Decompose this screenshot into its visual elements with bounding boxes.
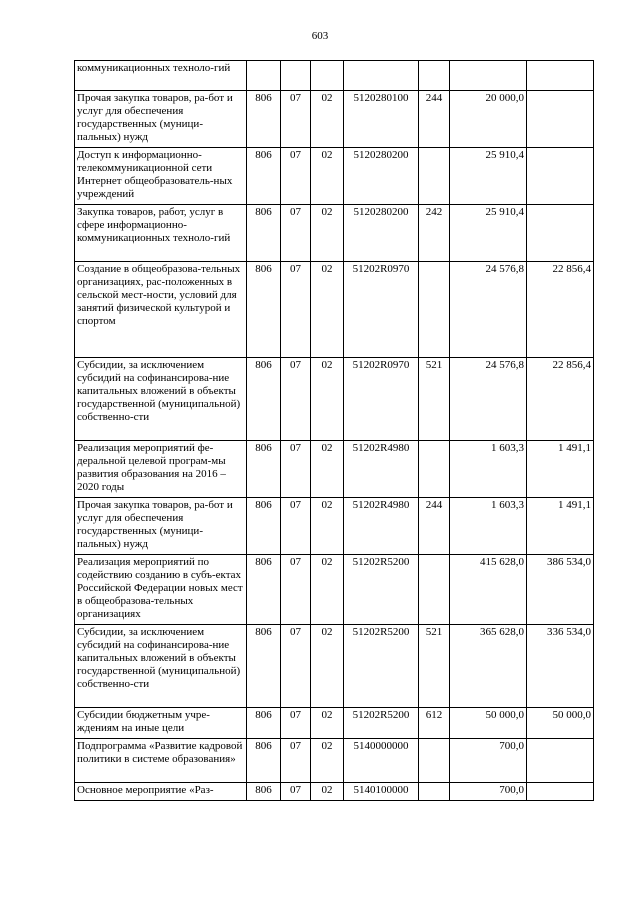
amount-2-cell: 386 534,0 [527,555,594,625]
amount-1-cell: 24 576,8 [450,358,527,441]
target-article-cell: 51202R4980 [344,498,419,555]
table-row [75,358,594,441]
amount-1-cell: 20 000,0 [450,91,527,148]
row-name-cell: коммуникационных техноло-гий [75,61,247,91]
subsection-code-cell: 02 [311,739,344,783]
table-row [75,708,594,739]
target-article-cell: 5120280200 [344,205,419,262]
target-article-cell: 51202R5200 [344,708,419,739]
target-article-cell: 51202R5200 [344,625,419,708]
budget-table [74,60,594,801]
ministry-code-cell: 806 [247,625,281,708]
subsection-code-cell: 02 [311,783,344,801]
section-code-cell: 07 [281,205,311,262]
ministry-code-cell: 806 [247,148,281,205]
section-code-cell: 07 [281,498,311,555]
target-article-cell [344,61,419,91]
amount-1-cell: 25 910,4 [450,148,527,205]
table-row [75,205,594,262]
subsection-code-cell [311,61,344,91]
amount-2-cell: 336 534,0 [527,625,594,708]
amount-1-cell: 415 628,0 [450,555,527,625]
section-code-cell: 07 [281,358,311,441]
section-code-cell: 07 [281,739,311,783]
expense-type-cell [419,61,450,91]
row-name-cell: Подпрограмма «Развитие кадровой политики в системе образования» [75,739,247,783]
expense-type-cell: 244 [419,91,450,148]
expense-type-cell [419,555,450,625]
subsection-code-cell: 02 [311,498,344,555]
row-name-cell: Субсидии, за исключением субсидий на софинансирова-ние капитальных вложений в объекты государственной (муниципальной) собственно-сти [75,625,247,708]
amount-1-cell [450,61,527,91]
subsection-code-cell: 02 [311,91,344,148]
amount-2-cell: 1 491,1 [527,441,594,498]
amount-2-cell [527,739,594,783]
table-row [75,148,594,205]
target-article-cell: 51202R4980 [344,441,419,498]
table-row [75,262,594,358]
amount-1-cell: 1 603,3 [450,498,527,555]
subsection-code-cell: 02 [311,708,344,739]
table-row [75,783,594,801]
section-code-cell: 07 [281,555,311,625]
ministry-code-cell: 806 [247,555,281,625]
table-row [75,61,594,91]
expense-type-cell: 612 [419,708,450,739]
ministry-code-cell [247,61,281,91]
expense-type-cell [419,739,450,783]
expense-type-cell [419,441,450,498]
table-row [75,739,594,783]
section-code-cell: 07 [281,91,311,148]
ministry-code-cell: 806 [247,739,281,783]
amount-2-cell [527,91,594,148]
amount-1-cell: 50 000,0 [450,708,527,739]
amount-2-cell [527,148,594,205]
table-row [75,498,594,555]
section-code-cell: 07 [281,441,311,498]
row-name-cell: Реализация мероприятий фе-деральной целевой програм-мы развития образования на 2016 – 2020 годы [75,441,247,498]
row-name-cell: Субсидии, за исключением субсидий на софинансирова-ние капитальных вложений в объекты государственной (муниципальной) собственно-сти [75,358,247,441]
target-article-cell: 51202R0970 [344,358,419,441]
section-code-cell: 07 [281,625,311,708]
amount-2-cell [527,205,594,262]
subsection-code-cell: 02 [311,262,344,358]
expense-type-cell [419,783,450,801]
row-name-cell: Прочая закупка товаров, ра-бот и услуг для обеспечения государственных (муници-пальных) нужд [75,498,247,555]
ministry-code-cell: 806 [247,262,281,358]
row-name-cell: Субсидии бюджетным учре-ждениям на иные цели [75,708,247,739]
target-article-cell: 5140000000 [344,739,419,783]
amount-1-cell: 1 603,3 [450,441,527,498]
expense-type-cell [419,148,450,205]
target-article-cell: 51202R5200 [344,555,419,625]
table-row [75,91,594,148]
table-row [75,625,594,708]
amount-1-cell: 25 910,4 [450,205,527,262]
row-name-cell: Доступ к информационно-телекоммуникационной сети Интернет общеобразователь-ных учреждений [75,148,247,205]
section-code-cell: 07 [281,262,311,358]
expense-type-cell: 242 [419,205,450,262]
row-name-cell: Создание в общеобразова-тельных организациях, рас-положенных в сельской мест-ности, условий для занятий физической культурой и спортом [75,262,247,358]
target-article-cell: 5140100000 [344,783,419,801]
ministry-code-cell: 806 [247,498,281,555]
section-code-cell [281,61,311,91]
table-row [75,555,594,625]
amount-2-cell [527,783,594,801]
target-article-cell: 5120280100 [344,91,419,148]
amount-2-cell [527,61,594,91]
target-article-cell: 51202R0970 [344,262,419,358]
subsection-code-cell: 02 [311,441,344,498]
subsection-code-cell: 02 [311,148,344,205]
subsection-code-cell: 02 [311,205,344,262]
ministry-code-cell: 806 [247,708,281,739]
row-name-cell: Прочая закупка товаров, ра-бот и услуг для обеспечения государственных (муници-пальных) нужд [75,91,247,148]
ministry-code-cell: 806 [247,783,281,801]
table-row [75,441,594,498]
ministry-code-cell: 806 [247,358,281,441]
row-name-cell: Основное мероприятие «Раз- [75,783,247,801]
amount-2-cell: 50 000,0 [527,708,594,739]
ministry-code-cell: 806 [247,441,281,498]
amount-1-cell: 700,0 [450,739,527,783]
page-number: 603 [311,30,329,42]
section-code-cell: 07 [281,148,311,205]
ministry-code-cell: 806 [247,205,281,262]
row-name-cell: Реализация мероприятий по содействию созданию в субъ-ектах Российской Федерации новых мест в общеобразова-тельных организациях [75,555,247,625]
expense-type-cell: 521 [419,625,450,708]
target-article-cell: 5120280200 [344,148,419,205]
amount-1-cell: 24 576,8 [450,262,527,358]
row-name-cell: Закупка товаров, работ, услуг в сфере информационно-коммуникационных техноло-гий [75,205,247,262]
amount-2-cell: 22 856,4 [527,262,594,358]
ministry-code-cell: 806 [247,91,281,148]
expense-type-cell: 521 [419,358,450,441]
subsection-code-cell: 02 [311,358,344,441]
amount-1-cell: 700,0 [450,783,527,801]
subsection-code-cell: 02 [311,555,344,625]
section-code-cell: 07 [281,708,311,739]
expense-type-cell: 244 [419,498,450,555]
amount-2-cell: 1 491,1 [527,498,594,555]
subsection-code-cell: 02 [311,625,344,708]
amount-1-cell: 365 628,0 [450,625,527,708]
expense-type-cell [419,262,450,358]
amount-2-cell: 22 856,4 [527,358,594,441]
section-code-cell: 07 [281,783,311,801]
